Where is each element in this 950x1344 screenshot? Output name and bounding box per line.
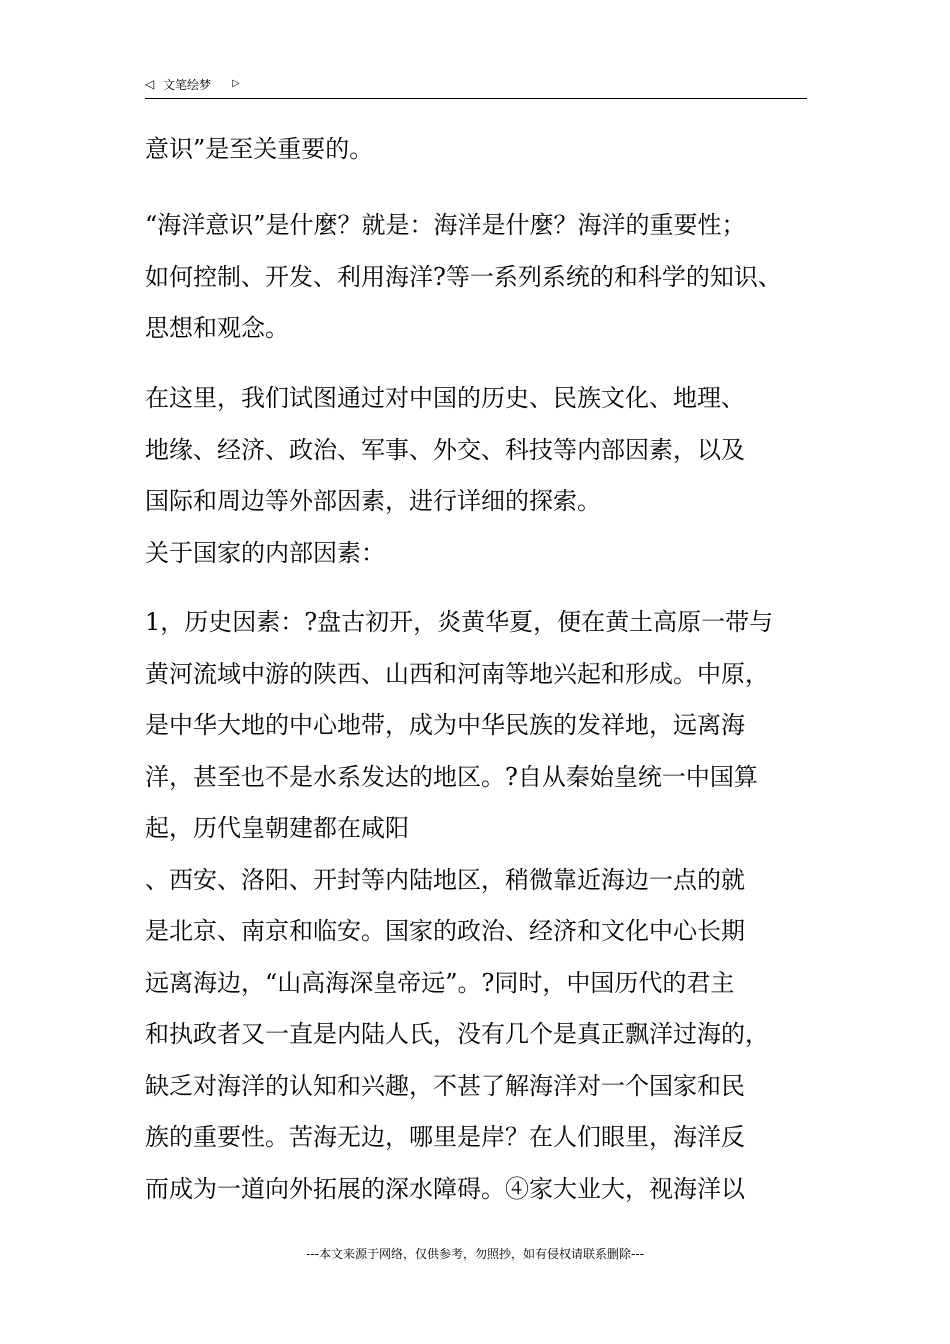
text-line: “海洋意识”是什麼？就是：海洋是什麼？海洋的重要性； [145, 211, 746, 239]
text-line: 族的重要性。苦海无边，哪里是岸？在人们眼里，海洋反 [145, 1123, 745, 1151]
text-line: 是北京、南京和临安。国家的政治、经济和文化中心长期 [145, 917, 745, 945]
text-line: 洋，甚至也不是水系发达的地区。?自从秦始皇统一中国算 [145, 762, 758, 791]
text-line: 、西安、洛阳、开封等内陆地区，稍微靠近海边一点的就 [145, 865, 745, 894]
paragraph-4 [145, 597, 825, 1215]
text-line: 关于国家的内部因素： [145, 538, 385, 567]
paragraph-3 [145, 373, 825, 579]
header-title: 文笔绘梦 [163, 78, 212, 92]
text-line: 1，历史因素：?盘古初开，炎黄华夏，便在黄土高原一带与 [145, 608, 774, 636]
text-line: 缺乏对海洋的认知和兴趣，不甚了解海洋对一个国家和民 [145, 1071, 745, 1100]
left-triangle-icon: ◁ [145, 77, 155, 91]
text-line: 起，历代皇朝建都在咸阳 [145, 814, 409, 842]
text-line: 黄河流域中游的陕西、山西和河南等地兴起和形成。中原， [145, 659, 769, 688]
text-line: 意识”是至关重要的。 [145, 135, 374, 163]
paragraph-2 [145, 200, 825, 355]
text-line: 思想和观念。 [145, 314, 289, 342]
text-line: 是中华大地的中心地带，成为中华民族的发祥地，远离海 [145, 711, 745, 739]
text-line: 远离海边，“山高海深皇帝远”。?同时，中国历代的君主 [145, 968, 735, 997]
text-line: 而成为一道向外拓展的深水障碍。④家大业大，视海洋以 [145, 1174, 745, 1203]
paragraph-1 [145, 124, 825, 176]
text-line: 如何控制、开发、利用海洋?等一系列系统的和科学的知识、 [145, 262, 782, 291]
text-line: 和执政者又一直是内陆人氏，没有几个是真正飘洋过海的， [145, 1020, 769, 1048]
text-line: 国际和周边等外部因素，进行详细的探索。 [145, 487, 601, 515]
text-line: 在这里，我们试图通过对中国的历史、民族文化、地理、 [145, 384, 745, 412]
page-header [145, 72, 807, 99]
text-line: 地缘、经济、政治、军事、外交、科技等内部因素，以及 [145, 435, 745, 464]
right-triangle-icon: ▷ [232, 78, 240, 89]
page-footer: ---本文来源于网络，仅供参考，勿照抄，如有侵权请联系删除--- [306, 1247, 644, 1261]
